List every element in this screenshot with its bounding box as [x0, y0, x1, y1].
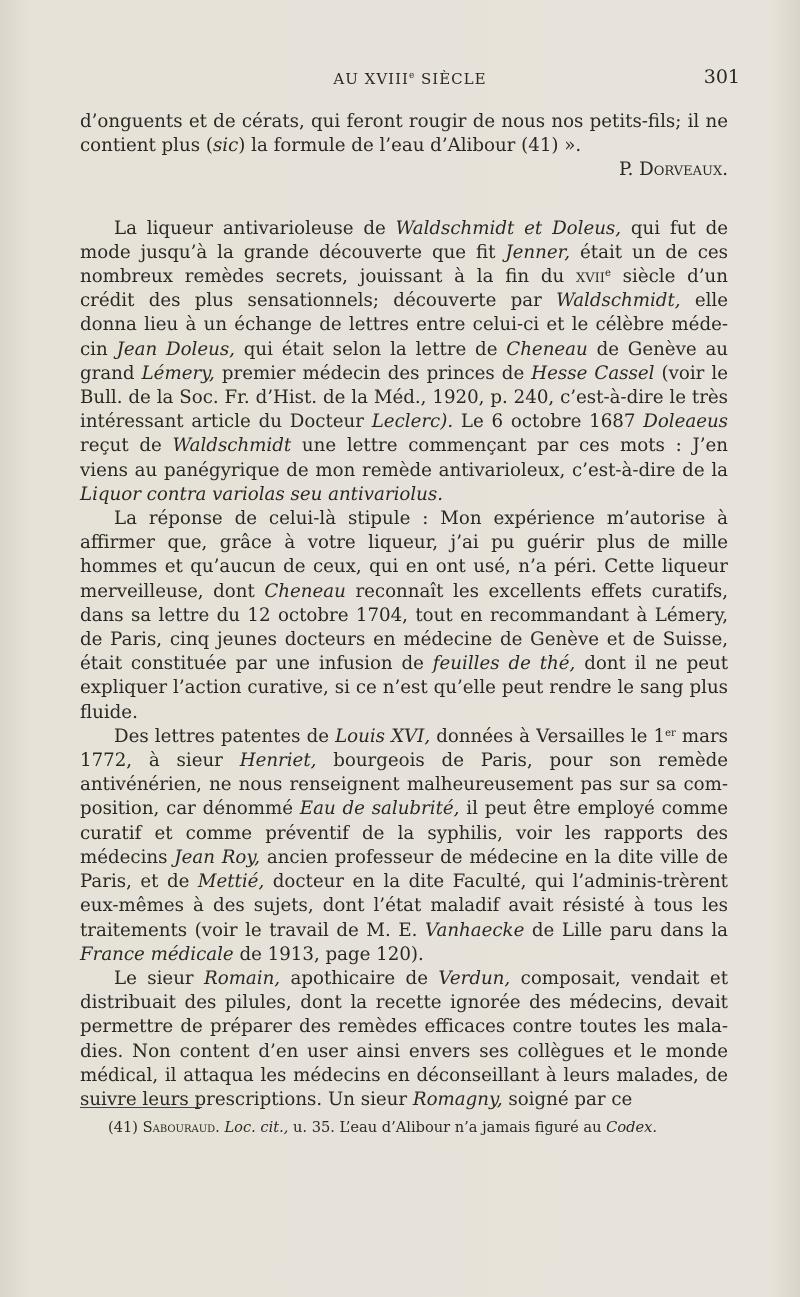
- text-run: La réponse de celui-là stipule : Mon expérience m’autorise à affirmer que, grâce à votre liqueur, j’ai pu guérir plus de mille hommes et qu’aucun de ceux, qui en ont usé, n’a péri. Cette liqueur merveilleuse, dont: [80, 508, 728, 602]
- superscript: er: [665, 727, 676, 739]
- text-run: de Lille paru dans la: [524, 919, 728, 941]
- italic-run: Cheneau: [506, 338, 588, 360]
- text-run: La liqueur antivarioleuse de: [114, 217, 396, 239]
- text-run: dont il ne peut expliquer l’action curative, si ce n’est qu’elle peut rendre le sang plus fluide.: [80, 653, 729, 723]
- text-run: ancien professeur de médecine en la dite ville de Paris, et de: [80, 846, 728, 893]
- italic-run: Louis XVI,: [335, 725, 431, 747]
- text-run: soigné par ce: [502, 1088, 633, 1110]
- text-run: elle donna lieu à un échange de lettres entre celui-ci et le célèbre méde-cin: [80, 290, 728, 360]
- text-run: mars 1772, à sieur: [80, 725, 728, 772]
- century-numeral: xvii: [576, 266, 605, 288]
- italic-run: Hesse Cassel: [531, 362, 655, 384]
- body-text: [80, 110, 728, 1112]
- italic-run: Jenner,: [505, 241, 571, 263]
- text-run: ) la formule de l’eau d’Alibour (41) ».: [238, 135, 582, 157]
- footnote-number: (41): [108, 1119, 143, 1136]
- italic-run: Liquor contra variolas seu antivariolus.: [80, 483, 444, 505]
- footnote-41: [80, 1118, 730, 1138]
- text-run: composait, vendait et distribuait des pilules, dont la recette ignorée des médecins, devait permettre de préparer des remèdes efficaces contre toutes les mala-dies. Non content d’en user ainsi envers ses collègues et le monde médical, il attaqua les médecins en déconseillant à leurs malades, de suivre leurs prescriptions. Un sieur: [80, 967, 728, 1110]
- italic-run: Verdun,: [438, 967, 511, 989]
- text-run: qui était selon la lettre de: [234, 338, 507, 360]
- running-title-rest: SIÈCLE: [415, 70, 487, 88]
- running-title-sup: e: [408, 71, 416, 81]
- paragraph-romain: [80, 967, 728, 1112]
- text-run: Le sieur: [114, 967, 205, 989]
- spacer: [80, 183, 728, 217]
- italic-run: Waldschmidt: [172, 435, 292, 457]
- italic-run: Vanhaecke: [425, 919, 525, 941]
- italic-run: Waldschmidt et Doleus,: [395, 217, 622, 239]
- italic-run: Henriet,: [239, 750, 317, 772]
- italic-run: Romain,: [204, 967, 281, 989]
- running-head: [80, 66, 740, 92]
- italic-run: Jean Doleus,: [116, 338, 235, 360]
- text-run: qui fut de mode jusqu’à la grande découverte que fit: [80, 217, 728, 263]
- text-run: Le 6 octobre 1687: [453, 411, 644, 433]
- text-run: bourgeois de Paris, pour son remède antivénérien, ne nous renseignent malheureusement pas sur sa com-position, car dénommé: [80, 750, 729, 820]
- italic-run: feuilles de thé,: [432, 653, 576, 675]
- signature-name: Dorveaux.: [639, 159, 728, 181]
- text-run: siècle d’un crédit des plus sensationnels; découverte par: [80, 266, 728, 312]
- text-run: reconnaît les excellents effets curatifs, dans sa lettre du 12 octobre 1704, tout en recommandant à Lémery, de Paris, cinq jeunes docteurs en médecine de Genève et de Suisse, était constituée par une infusion de: [80, 580, 728, 675]
- italic-run: Eau de salubrité,: [299, 798, 460, 820]
- paragraph-reponse: [80, 507, 728, 725]
- signature: [80, 158, 728, 182]
- text-run: une lettre commençant par ces mots : J’en viens au panégyrique de mon remède antivarioleux, c’est-à-dire de la: [80, 435, 728, 481]
- italic-run: Leclerc).: [371, 411, 454, 433]
- italic-run: Loc. cit.,: [224, 1119, 289, 1136]
- page-number: 301: [703, 66, 740, 88]
- italic-run: Romagny,: [412, 1088, 503, 1110]
- running-title-text: AU XVIII: [333, 70, 409, 88]
- text-run: de 1913, page 120).: [233, 943, 424, 965]
- italic-run: Jean Roy,: [174, 846, 261, 868]
- italic-run: Doleaeus: [643, 411, 728, 433]
- italic-run: France médicale: [80, 943, 234, 965]
- running-title: [80, 70, 740, 88]
- text-run: apothicaire de: [280, 967, 439, 989]
- text-run: d’onguents et de cérats, qui feront rougir de nous nos petits-fils; il ne contient plus (: [80, 111, 728, 157]
- quote-ending: [80, 110, 728, 158]
- text-run: était un de ces nombreux remèdes secrets, jouissant à la fin du: [80, 241, 728, 288]
- footnote: [80, 1118, 730, 1138]
- paragraph-lettres-patentes: [80, 725, 728, 967]
- text-run: reçut de: [80, 435, 173, 457]
- text-run: docteur en la dite Faculté, qui l’adminis-trèrent eux-mêmes à des sujets, dont l’état maladif avait résisté à tous les traitements (voir le travail de M. E.: [80, 871, 728, 941]
- sic-italic: sic: [212, 135, 239, 157]
- text-run: premier médecin des princes de: [214, 362, 532, 384]
- text-run: Des lettres patentes de: [114, 725, 336, 747]
- text-run: données à Versailles le 1: [430, 725, 666, 747]
- italic-run: Mettié,: [197, 871, 265, 893]
- italic-run: Cheneau: [264, 580, 346, 602]
- text-run: (voir le Bull. de la Soc. Fr. d’Hist. de la Méd., 1920, p. 240, c’est-à-dire le très intéressant article du Docteur: [80, 362, 728, 433]
- signature-initial: P.: [619, 159, 640, 181]
- text-run: il peut être employé comme curatif et comme préventif de la syphilis, voir les rapports des médecins: [80, 798, 728, 868]
- italic-run: Waldschmidt,: [556, 290, 681, 312]
- text-run: de Genève au grand: [80, 338, 729, 384]
- italic-run: Lémery,: [141, 362, 215, 384]
- italic-run: Codex.: [606, 1119, 657, 1136]
- footnote-divider: [80, 1107, 202, 1108]
- paragraph-liqueur: [80, 217, 728, 507]
- footnote-author: Sabouraud.: [142, 1119, 220, 1136]
- text-run: u. 35. L’eau d’Alibour n’a jamais figuré au: [288, 1119, 607, 1136]
- superscript: e: [604, 268, 611, 280]
